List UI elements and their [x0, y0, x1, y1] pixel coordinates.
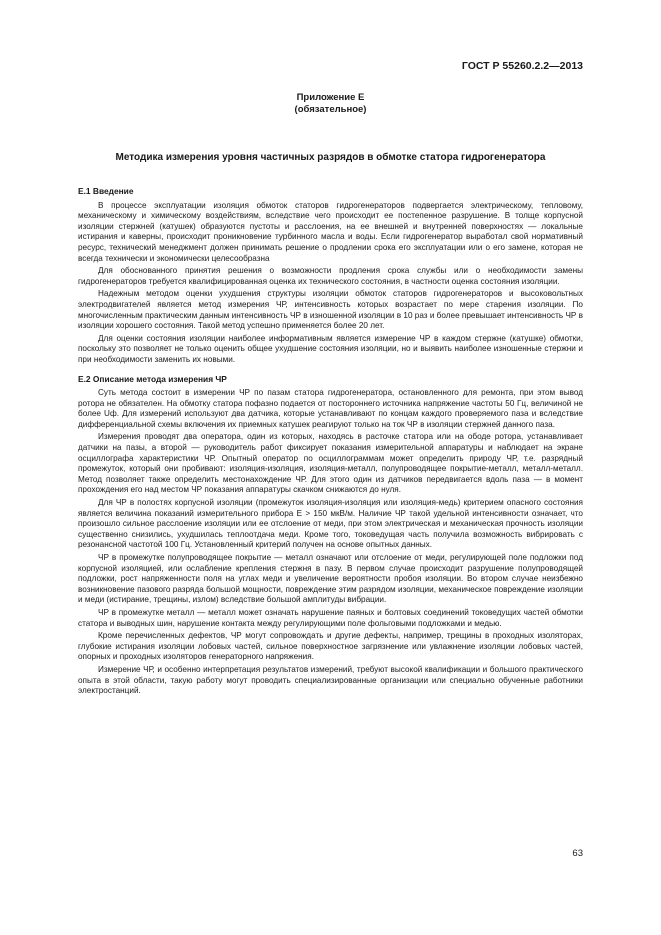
paragraph: ЧР в промежутке полупроводящее покрытие — металл означают или отслоение от меди, регулирующей поле подложки под корпусной изоляцией, или ослабление крепления стержня в пазу. В первом случае происходит разрушение полупроводящей подложки, рост напряженности поля на углах меди и увеличение вероятности пробоя изоляции. Во втором случае неизбежно возникновение пазового разряда большой мощности, повреждение этим разрядом изоляции, механическое повреждение изоляции и меди (истирание, трещины, излом) вследствие большой амплитуды вибрации.: [78, 553, 583, 605]
paragraph: Измерение ЧР, и особенно интерпретация результатов измерений, требуют высокой квалификации и большого практического опыта в этой области, такую работу могут проводить специализированные организации или специально обученные работники электростанций.: [78, 664, 583, 696]
paragraph: Для ЧР в полостях корпусной изоляции (промежуток изоляция-изоляция или изоляция-медь) критерием опасного состояния является величина показаний измерительного прибора Е > 150 мкВ/м. Наличие ЧР такой удельной интенсивности означает, что произошло сильное расслоение изоляции или ее отслоение от меди, при этом электрическая и механическая прочность изоляции существенно снизились, ухудшилась теплоотдача меди. Кроме того, токоведущая часть получила возможность вибрировать с резонансной частотой 100 Гц. Установленный критерий получен на основе опытных данных.: [78, 498, 583, 550]
section-heading-method: Е.2 Описание метода измерения ЧР: [78, 373, 227, 384]
paragraph: В процессе эксплуатации изоляция обмоток статоров гидрогенераторов подвергается электрическому, тепловому, механическому и химическому воздействиям, вследствие чего происходит ее постепенное разрушение. В толще корпусной изоляции стержней (катушек) образуются пустоты и расслоения, на ее внешней и внутренней поверхностях — локальные истирания и каверны, происходит проникновение турбинного масла и воды. Если гидрогенератор выработал свой нормативный ресурс, технический менеджмент должен принимать решение о продлении срока его эксплуатации или о его замене, которая не всегда технически и экономически целесообразна: [78, 200, 583, 263]
paragraph: Надежным методом оценки ухудшения структуры изоляции обмоток статоров гидрогенераторов и высоковольтных электродвигателей является метод измерения ЧР, интенсивность которых возрастает по мере старения изоляции. По многочисленным практическим данным интенсивность ЧР в изношенной изоляции в 10 раз и более превышает интенсивность ЧР в изоляции хорошего состояния. Такой метод успешно применяется более 20 лет.: [78, 289, 583, 331]
annex-status: (обязательное): [294, 104, 367, 115]
page-number: 63: [572, 848, 583, 859]
section-heading-introduction: Е.1 Введение: [78, 186, 134, 196]
document-body: [78, 186, 583, 699]
annex-title: Приложение Е: [296, 92, 365, 103]
paragraph: Кроме перечисленных дефектов, ЧР могут сопровождать и другие дефекты, например, трещины в проходных изоляторах, глубокие истирания изоляции лобовых частей, сильное поверхностное загрязнение или увлажнение изоляции лобовых частей, опорных и проходных изоляторов генераторного напряжения.: [78, 631, 583, 662]
paragraph: Для обоснованного принятия решения о возможности продления срока службы или о необходимости замены гидрогенераторов требуется квалифицированная оценка их технического состояния, в частности оценка состояния изоляции.: [78, 266, 583, 286]
document-title: Методика измерения уровня частичных разрядов в обмотке статора гидрогенератора: [115, 152, 546, 163]
annex-heading: [0, 92, 661, 116]
standard-number: ГОСТ Р 55260.2.2—2013: [461, 60, 583, 72]
paragraph: Суть метода состоит в измерении ЧР по пазам статора гидрогенератора, остановленного для ремонта, при этом вывод ротора не обязателен. На обмотку статора пофазно подается от постороннего источника напряжение частоты 50 Гц, величиной не более Uф. Для измерений используют два датчика, которые устанавливают по концам каждого проверяемого паза и вследствие дифференциальной схемы включения их приемных катушек реагируют только на ток ЧР в изоляции стержней данного паза.: [78, 388, 583, 429]
paragraph: Для оценки состояния изоляции наиболее информативным является измерение ЧР в каждом стержне (катушке) обмотки, поскольку это позволяет не только оценить общее ухудшение состояния изоляции, но и выявить наиболее изношенные стержни и при необходимости заменить их новыми.: [78, 333, 583, 364]
paragraph: Измерения проводят два оператора, один из которых, находясь в расточке статора или на ободе ротора, устанавливает датчики на пазы, а второй — руководитель работ фиксирует показания измерительной аппаратуры и наблюдает на экране осциллографа характеристики ЧР. Опытный оператор по осциллограммам может определить природу ЧР, т.е. разрядный промежуток, который они пробивают: изоляция-изоляция, изоляция-металл, полупроводящее покрытие-металл, металл-металл. Метод позволяет также определить местонахождение ЧР. Для этого один из датчиков передвигается вдоль паза — в момент прохождения его над местом ЧР показания аппаратуры скачком снижаются до нуля.: [78, 432, 583, 495]
paragraph: ЧР в промежутке металл — металл может означать нарушение паяных и болтовых соединений токоведущих частей обмотки статора и выводных шин, нарушение контакта между регулирующими поле фольговыми подложками и медью.: [78, 607, 583, 628]
